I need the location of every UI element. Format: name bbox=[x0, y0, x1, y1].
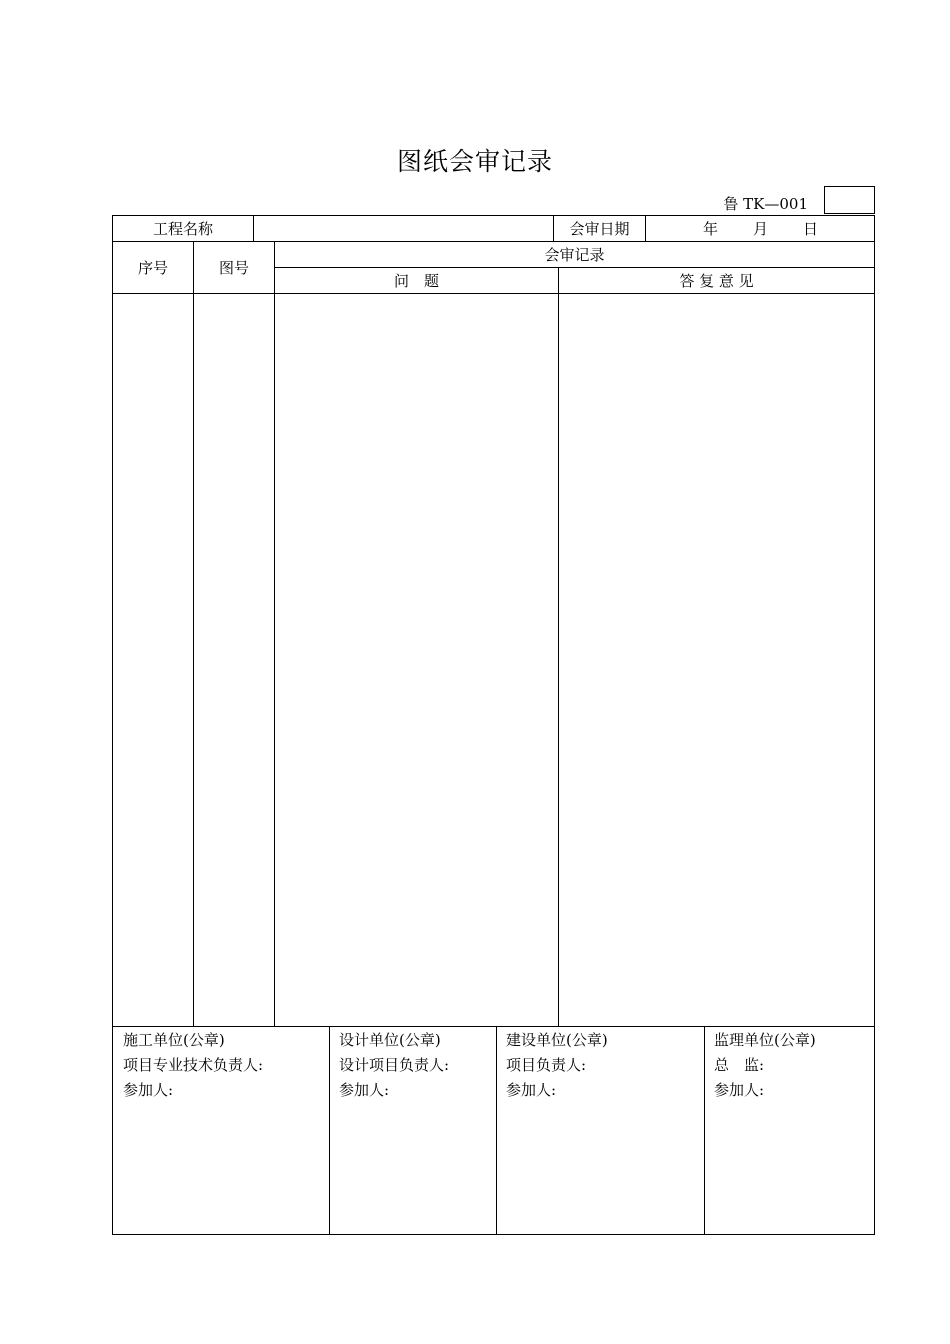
serial-no-header: 序号 bbox=[137, 259, 168, 277]
question-header: 问 题 bbox=[393, 272, 439, 290]
date-label-divider bbox=[645, 216, 646, 241]
project-name-label: 工程名称 bbox=[152, 220, 213, 238]
owner-unit-label: 建设单位(公章) bbox=[506, 1031, 608, 1049]
project-name-field[interactable] bbox=[254, 219, 553, 239]
serial-column-divider bbox=[193, 241, 194, 1026]
signature-divider bbox=[113, 1026, 874, 1027]
design-unit-participants: 参加人: bbox=[339, 1081, 390, 1099]
form-code: 鲁 TK—001 bbox=[723, 195, 808, 213]
signature-divider-2 bbox=[496, 1026, 497, 1234]
signature-divider-3 bbox=[704, 1026, 705, 1234]
drawing-no-header: 图号 bbox=[218, 259, 249, 277]
date-day-label: 日 bbox=[803, 220, 819, 238]
construction-unit-participants: 参加人: bbox=[123, 1081, 174, 1099]
supervision-unit-label: 监理单位(公章) bbox=[714, 1031, 816, 1049]
design-unit-label: 设计单位(公章) bbox=[339, 1031, 441, 1049]
construction-unit-label: 施工单位(公章) bbox=[123, 1031, 225, 1049]
owner-unit-role: 项目负责人: bbox=[506, 1056, 587, 1074]
design-unit-role: 设计项目负责人: bbox=[339, 1056, 450, 1074]
design-unit-block bbox=[339, 1028, 489, 1103]
review-record-header: 会审记录 bbox=[544, 246, 605, 264]
reply-header: 答 复 意 见 bbox=[679, 272, 754, 290]
date-month-label: 月 bbox=[753, 220, 769, 238]
construction-unit-block bbox=[123, 1028, 323, 1103]
owner-unit-participants: 参加人: bbox=[506, 1081, 557, 1099]
owner-unit-block bbox=[506, 1028, 696, 1103]
drawing-column-divider bbox=[274, 241, 275, 1026]
column-header-divider bbox=[113, 293, 874, 294]
question-column-divider bbox=[558, 267, 559, 1026]
supervision-unit-participants: 参加人: bbox=[714, 1081, 765, 1099]
document-title: 图纸会审记录 bbox=[396, 147, 553, 176]
supervision-unit-role: 总 监: bbox=[714, 1056, 765, 1074]
date-year-label: 年 bbox=[703, 220, 719, 238]
review-record-form bbox=[112, 215, 875, 1235]
form-number-box[interactable] bbox=[824, 186, 875, 214]
signature-divider-1 bbox=[329, 1026, 330, 1234]
review-record-divider bbox=[275, 267, 874, 268]
review-date-label: 会审日期 bbox=[569, 220, 630, 238]
header-row-divider bbox=[113, 241, 874, 242]
supervision-unit-block bbox=[714, 1028, 869, 1103]
construction-unit-role: 项目专业技术负责人: bbox=[123, 1056, 264, 1074]
